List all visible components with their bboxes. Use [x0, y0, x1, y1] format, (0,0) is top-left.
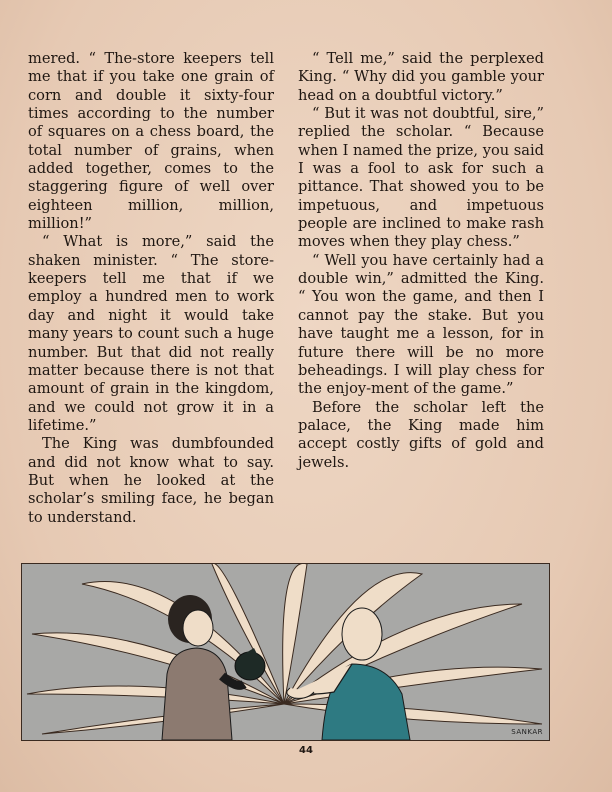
paragraph: “ Tell me,” said the perplexed King. “ Why did you gamble your head on a doubtful victory.”: [298, 50, 544, 104]
right-text-column: [298, 50, 544, 472]
left-text-column: [28, 50, 274, 527]
page-number: 44: [299, 745, 313, 756]
paragraph: “ But it was not doubtful, sire,” replied the scholar. “ Because when I named the prize, you said I was a fool to ask for such a pittance. That showed you to be impetuous, and impetuous people are inclined to make rash moves when they play chess.”: [298, 105, 544, 251]
story-illustration: [21, 563, 550, 741]
paragraph: The King was dumbfounded and did not know what to say. But when he looked at the scholar’s smiling face, he began to understand.: [28, 435, 274, 526]
artist-signature: SANKAR: [511, 728, 543, 736]
paragraph: “ Well you have certainly had a double win,” admitted the King. “ You won the game, and then I cannot pay the stake. But you have taught me a lesson, for in future there will be no more beheadings. I will play chess for the enjoy-ment of the game.”: [298, 251, 544, 398]
paragraph: mered. “ The-store keepers tell me that if you take one grain of corn and double it sixty-four times according to the number of squares on a chess board, the total number of grains, when added together, comes to the staggering figure of well over eighteen million, million, million!”: [28, 50, 274, 233]
paragraph: Before the scholar left the palace, the King made him accept costly gifts of gold and jewels.: [298, 398, 544, 471]
paragraph: “ What is more,” said the shaken minister. “ The store-keepers tell me that if we employ a hundred men to work day and night it would take many years to count such a huge number. But that did not really matter because there is not that amount of grain in the kingdom, and we could not grow it in a lifetime.”: [28, 233, 274, 434]
king-figure: [162, 595, 265, 740]
illustration-drawing: [22, 564, 549, 740]
light-rays: [27, 564, 542, 734]
